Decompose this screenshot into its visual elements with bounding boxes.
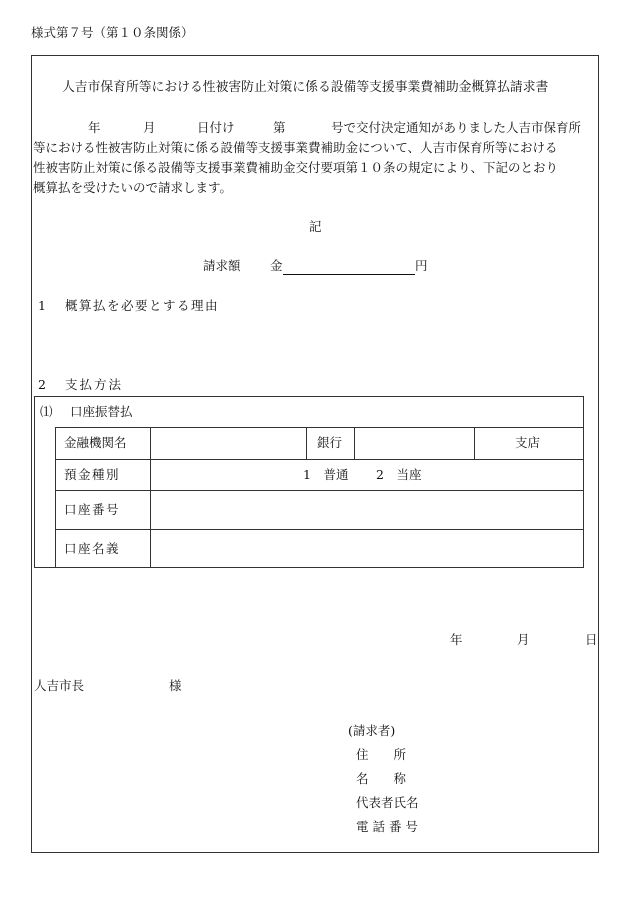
branch-suffix: 支店: [515, 435, 541, 450]
requester-representative: 代表者氏名: [356, 795, 419, 810]
addressee-honorific: 様: [169, 678, 182, 693]
form-id: 様式第７号（第１０条関係）: [31, 25, 194, 40]
body-line-2: 等における性被害防止対策に係る設備等支援事業費補助金について、人吉市保育所等における: [33, 140, 558, 155]
ki-heading: 記: [309, 219, 322, 234]
request-label: 請求額: [203, 258, 241, 273]
table-rule: [306, 427, 307, 459]
deposit-option-ordinary[interactable]: 1 普通: [303, 467, 349, 482]
subheader-number: ⑴: [40, 404, 53, 419]
body-line-4: 概算払を受けたいので請求します。: [33, 180, 233, 195]
table-rule: [55, 427, 584, 428]
bank-suffix: 銀行: [317, 435, 343, 450]
institution-label: 金融機関名: [64, 435, 127, 450]
section-2-title: 支払方法: [65, 377, 124, 392]
date-day: 日付け: [197, 120, 235, 135]
account-name-label: 口座名義: [64, 541, 121, 556]
document-title: 人吉市保育所等における性被害防止対策に係る設備等支援事業費補助金概算払請求書: [62, 80, 549, 95]
table-rule: [55, 459, 584, 460]
account-number-field[interactable]: [151, 491, 583, 529]
number-prefix: 第: [273, 120, 286, 135]
date-line-year: 年: [450, 632, 463, 647]
section-2-number: 2: [38, 377, 46, 392]
section-1-number: 1: [38, 298, 46, 313]
table-rule: [474, 427, 475, 459]
date-line-day: 日: [585, 632, 598, 647]
body-line-3: 性被害防止対策に係る設備等支援事業費補助金交付要項第１０条の規定により、下記のとおり: [33, 160, 559, 175]
request-underline-fill: [283, 258, 415, 275]
requester-phone: 電 話 番 号: [356, 819, 418, 834]
date-month: 月: [143, 120, 156, 135]
addressee-name: 人吉市長: [34, 678, 85, 693]
section-1-title: 概算払を必要とする理由: [65, 298, 220, 313]
body-line-1-text: 号で交付決定通知がありました人吉市保育所: [331, 120, 582, 135]
date-line-month: 月: [517, 632, 530, 647]
bank-name-field[interactable]: [151, 428, 305, 459]
subheader-label: 口座振替払: [70, 404, 133, 419]
branch-name-field[interactable]: [355, 428, 473, 459]
account-name-field[interactable]: [151, 530, 583, 567]
requester-name: 名 称: [356, 771, 407, 786]
deposit-option-current[interactable]: 2 当座: [376, 467, 422, 482]
request-kin: 金: [270, 258, 283, 273]
deposit-type-label: 預金種別: [64, 467, 121, 482]
request-amount-line: [203, 258, 429, 276]
account-number-label: 口座番号: [64, 502, 121, 517]
requester-heading: (請求者): [348, 723, 396, 738]
date-year: 年: [88, 120, 101, 135]
request-yen: 円: [415, 258, 428, 273]
requester-address: 住 所: [356, 747, 407, 762]
table-rule: [55, 427, 56, 568]
